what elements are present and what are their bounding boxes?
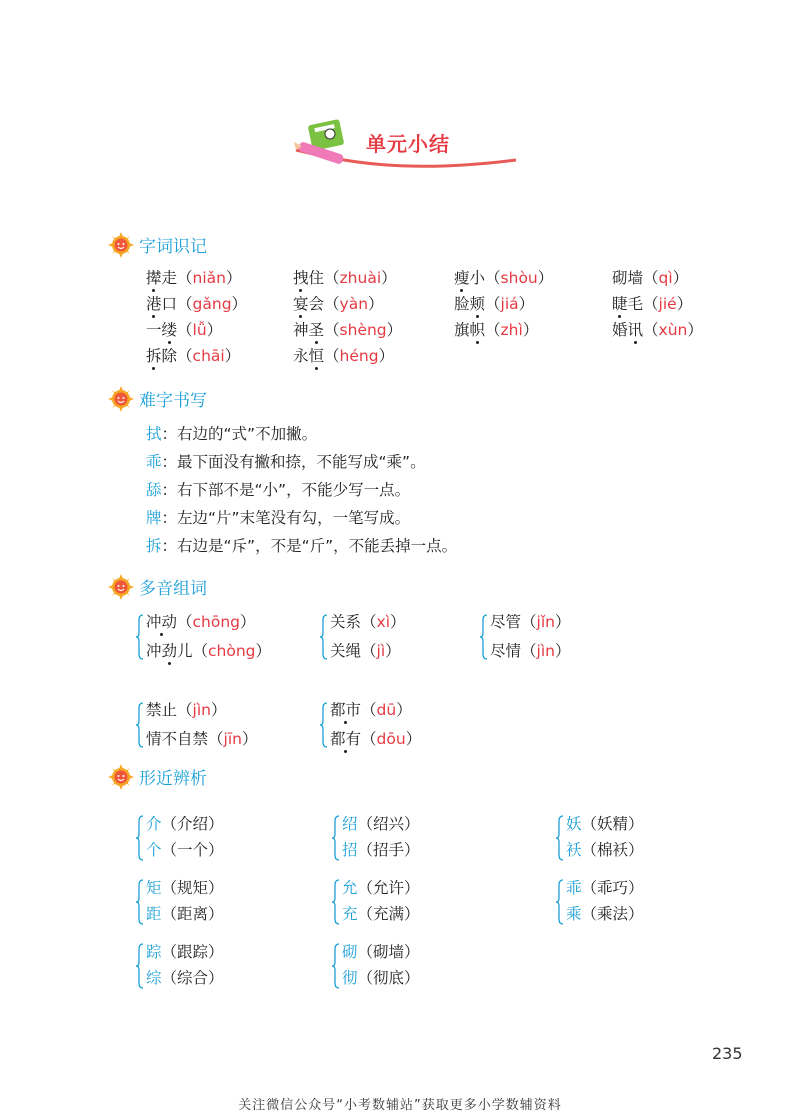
polyphone-group: 冲动（chōng） 冲劲儿（chòng） [136, 612, 306, 666]
section-title: 字词识记 [139, 237, 207, 257]
brace-icon [320, 614, 328, 660]
word-item: 砌墙（qì） [612, 269, 689, 287]
similar-char-group: 矩（规矩） 距（距离） [136, 878, 296, 928]
sun-icon [108, 232, 134, 258]
brace-icon [556, 815, 564, 861]
similar-char-group: 介（介绍） 个（一个） [136, 814, 296, 864]
polyphone-group: 尽管（jǐn） 尽情（jìn） [480, 612, 630, 666]
vocabulary-grid [146, 268, 746, 378]
section-title: 难字书写 [139, 391, 207, 411]
word-item: 旗帜（zhì） [454, 321, 539, 339]
sun-icon [108, 764, 134, 790]
word-item: 拆除（chāi） [146, 347, 241, 365]
similar-char-group: 绍（绍兴） 招（招手） [332, 814, 492, 864]
brace-icon [332, 879, 340, 925]
brace-icon [136, 943, 144, 989]
brace-icon [136, 815, 144, 861]
similar-char-group: 砌（砌墙） 彻（彻底） [332, 942, 492, 992]
word-item: 宴会（yàn） [293, 295, 384, 313]
word-item: 神圣（shèng） [293, 321, 403, 339]
brace-icon [320, 702, 328, 748]
brace-icon [332, 815, 340, 861]
word-item: 港口（gǎng） [146, 295, 248, 313]
word-item: 拽住（zhuài） [293, 269, 397, 287]
word-item: 一缕（lǚ） [146, 321, 223, 339]
hard-char-note: 乖：最下面没有撇和捺，不能写成“乘”。 [146, 453, 426, 471]
word-item: 睫毛（jié） [612, 295, 693, 313]
sun-icon [108, 386, 134, 412]
similar-char-group: 踪（跟踪） 综（综合） [136, 942, 296, 992]
footer-note: 关注微信公众号“小考数辅站”获取更多小学数辅资料 [238, 1098, 562, 1113]
hard-char-note: 拭：右边的“式”不加撇。 [146, 425, 318, 443]
page-title: 单元小结 [366, 132, 450, 156]
brace-icon [332, 943, 340, 989]
word-item: 婚讯（xùn） [612, 321, 703, 339]
brace-icon [136, 879, 144, 925]
word-item: 脸颊（jiá） [454, 295, 535, 313]
hard-char-note: 舔：右下部不是“小”，不能少写一点。 [146, 481, 411, 499]
brace-icon [480, 614, 488, 660]
word-item: 瘦小（shòu） [454, 269, 554, 287]
brace-icon [136, 702, 144, 748]
hard-char-note: 拆：右边是“斥”，不是“斤”，不能丢掉一点。 [146, 537, 458, 555]
word-item: 永恒（héng） [293, 347, 395, 365]
word-item: 撵走（niǎn） [146, 269, 242, 287]
sun-icon [108, 574, 134, 600]
similar-char-group: 妖（妖精） 袄（棉袄） [556, 814, 716, 864]
polyphone-group: 禁止（jìn） 情不自禁（jīn） [136, 700, 306, 754]
similar-char-group: 允（允许） 充（充满） [332, 878, 492, 928]
brace-icon [556, 879, 564, 925]
polyphone-group: 关系（xì） 关绳（jì） [320, 612, 470, 666]
similar-char-group: 乖（乖巧） 乘（乘法） [556, 878, 716, 928]
polyphone-group: 都市（dū） 都有（dōu） [320, 700, 470, 754]
brace-icon [136, 614, 144, 660]
page-number: 235 [712, 1044, 743, 1063]
hard-char-note: 牌：左边“片”末笔没有勾，一笔写成。 [146, 509, 411, 527]
section-title: 多音组词 [139, 579, 207, 599]
section-title: 形近辨析 [139, 769, 207, 789]
